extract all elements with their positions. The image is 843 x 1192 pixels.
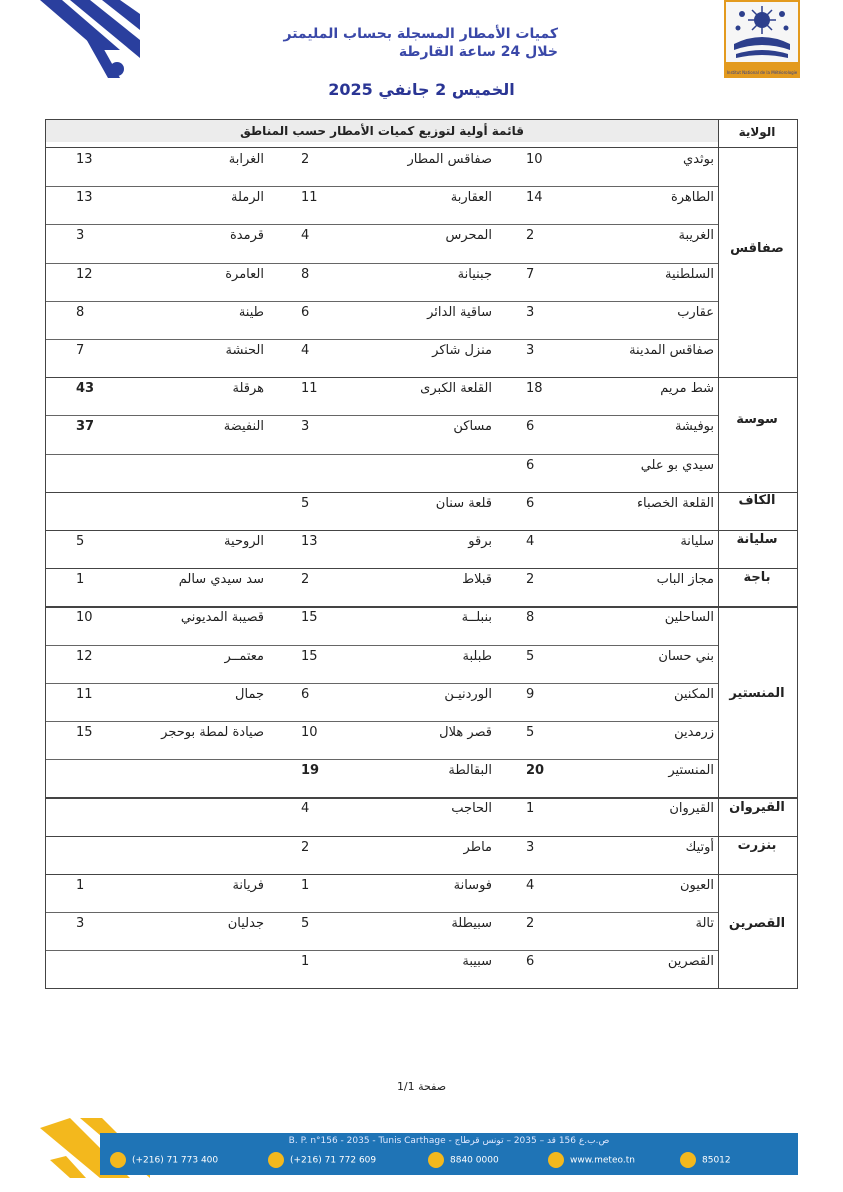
governorate-siliana: سليانة	[736, 532, 778, 547]
station-name: القلعة الخصباء	[636, 495, 714, 511]
station-name: شط مريم	[660, 381, 714, 397]
rainfall-value: 15	[301, 610, 318, 626]
meteo-institute-logo	[724, 0, 800, 78]
station-name: الغرابة	[228, 152, 264, 167]
rainfall-value: 18	[526, 381, 543, 397]
rainfall-value: 6	[526, 419, 535, 435]
station-name: القصرين	[667, 954, 714, 970]
rainfall-value: 3	[526, 304, 535, 320]
station-name: منزل شاكر	[432, 343, 492, 358]
rainfall-value: 14	[526, 190, 543, 206]
rainfall-value: 6	[301, 304, 310, 320]
phone-3-text: 8840 0000	[450, 1155, 499, 1166]
station-name: بنبلــة	[461, 610, 492, 626]
station-name: هرقلة	[232, 381, 264, 397]
governorate-separator	[46, 606, 797, 607]
rainfall-value: 11	[301, 381, 318, 397]
station-name: عقارب	[677, 304, 714, 320]
station-name: بني حسان	[658, 648, 714, 664]
station-name: السلطنية	[665, 266, 714, 282]
footer-phone-1	[110, 1152, 218, 1168]
rainfall-value: 7	[526, 266, 535, 282]
footer-address: B. P. n°156 - 2035 - Tunis Carthage - ص.ب.ع 156 قد – 2035 – تونس قرطاج	[288, 1136, 610, 1146]
station-name: النفيضة	[223, 419, 264, 435]
code-text: 85012	[702, 1155, 731, 1166]
region-list-header: قائمة أولية لتوزيع كميات الأمطار حسب المناطق	[46, 120, 718, 142]
row-separator	[46, 645, 718, 646]
rainfall-value: 2	[526, 572, 535, 588]
station-name: الطاهرة	[670, 190, 714, 206]
rainfall-value: 3	[301, 419, 310, 435]
rainfall-value: 15	[76, 725, 93, 740]
rainfall-value: 4	[526, 534, 535, 549]
station-name: الساحلين	[664, 610, 714, 626]
report-title: كميات الأمطار المسجلة بحساب المليمتر	[283, 26, 558, 42]
station-name: قصيبة المديوني	[180, 610, 264, 626]
governorate-kairouan: القيروان	[729, 800, 785, 815]
station-name: العيون	[679, 877, 714, 893]
header-bottom-border	[46, 147, 797, 148]
station-name: طبلبة	[462, 648, 492, 664]
rainfall-value: 3	[76, 228, 85, 244]
rainfall-value: 2	[301, 152, 310, 167]
row-separator	[46, 721, 718, 722]
station-name: القيروان	[669, 801, 714, 817]
station-name: سيدي بو علي	[640, 457, 714, 473]
rainfall-value: 4	[301, 343, 310, 358]
governorate-sousse: سوسة	[736, 412, 778, 427]
row-separator	[46, 950, 718, 951]
station-name: الوردنيـن	[444, 686, 492, 702]
governorate-beja: باجة	[743, 570, 771, 585]
governorate-bizerte: بنزرت	[737, 838, 777, 853]
phone-2-text: (+216) 71 772 609	[290, 1155, 377, 1166]
station-name: صفاقس المدينة	[629, 343, 714, 358]
rainfall-value: 6	[526, 457, 535, 473]
station-name: الحنشة	[225, 343, 264, 358]
rainfall-value: 8	[526, 610, 535, 626]
header-stripes-decoration	[40, 0, 140, 80]
station-name: معتمــر	[224, 648, 264, 664]
rainfall-value: 8	[76, 304, 85, 320]
page-number: صفحة 1/1	[396, 1080, 447, 1093]
rainfall-value: 3	[526, 343, 535, 358]
station-name: قبلاط	[462, 572, 492, 588]
rainfall-value: 7	[76, 343, 85, 358]
rainfall-value: 5	[526, 648, 535, 664]
row-separator	[46, 912, 718, 913]
rainfall-value: 6	[526, 495, 535, 511]
station-name: ماطر	[463, 839, 492, 855]
report-subtitle: خلال 24 ساعة القارطة	[398, 44, 558, 60]
station-name: المكنين	[673, 686, 714, 702]
governorate-separator	[46, 568, 797, 569]
station-name: زرمدين	[674, 725, 714, 740]
governorate-monastir: المنستير	[729, 686, 785, 701]
governorate-separator	[46, 530, 797, 531]
station-name: فريانة	[232, 877, 264, 893]
station-name: الحاجب	[451, 801, 492, 817]
station-name: العقاربة	[450, 190, 492, 206]
station-name: بوفيشة	[674, 419, 714, 435]
station-name: المنستير	[668, 763, 714, 779]
row-separator	[46, 186, 718, 187]
rainfall-value: 10	[526, 152, 543, 167]
station-name: سبيبة	[462, 954, 492, 970]
station-name: بوثدي	[683, 152, 714, 167]
rainfall-value: 1	[76, 877, 85, 893]
station-name: ساقية الدائر	[427, 304, 492, 320]
rainfall-value: 6	[526, 954, 535, 970]
rainfall-value: 2	[526, 916, 535, 931]
station-name: جبنيانة	[457, 266, 492, 282]
governorate-kef: الكاف	[738, 493, 776, 508]
governorate-sfax: صفاقس	[730, 241, 784, 256]
rainfall-value: 15	[301, 648, 318, 664]
station-name: أوتيك	[685, 839, 714, 855]
row-separator	[46, 759, 718, 760]
governorate-column-header: الولاية	[738, 125, 776, 139]
governorate-separator	[46, 492, 797, 493]
rainfall-value: 2	[526, 228, 535, 244]
rainfall-value: 13	[301, 534, 318, 549]
rainfall-value: 5	[526, 725, 535, 740]
station-name: مساكن	[453, 419, 492, 435]
footer-code	[680, 1152, 731, 1168]
rainfall-value: 4	[301, 228, 310, 244]
rainfall-value: 12	[76, 266, 93, 282]
row-separator	[46, 263, 718, 264]
rainfall-value: 11	[76, 686, 93, 702]
footer-website[interactable]	[548, 1152, 635, 1168]
phone-icon	[110, 1152, 126, 1168]
rainfall-value: 11	[301, 190, 318, 206]
rainfall-value: 1	[301, 954, 310, 970]
rainfall-value: 20	[526, 763, 545, 779]
rainfall-value: 2	[301, 572, 310, 588]
rainfall-value: 13	[76, 152, 93, 167]
governorate-kasserine: القصرين	[728, 916, 786, 931]
station-name: جدليان	[227, 916, 264, 931]
rainfall-value: 2	[301, 839, 310, 855]
fax-icon	[268, 1152, 284, 1168]
rainfall-value: 3	[526, 839, 535, 855]
station-name: الغريبة	[678, 228, 714, 244]
rainfall-value: 43	[76, 381, 95, 397]
station-name: مجاز الباب	[656, 572, 714, 588]
hotline-icon	[428, 1152, 444, 1168]
station-name: صفاقس المطار	[407, 152, 492, 167]
footer-phone-2	[268, 1152, 376, 1168]
rainfall-value: 9	[526, 686, 535, 702]
footer-bar	[100, 1133, 798, 1175]
station-name: فوسانة	[453, 877, 492, 893]
rainfall-value: 10	[301, 725, 318, 740]
rainfall-value: 19	[301, 763, 320, 779]
rainfall-value: 4	[301, 801, 310, 817]
report-date: الخميس 2 جانفي 2025	[328, 80, 515, 99]
footer-phone-3	[428, 1152, 499, 1168]
rainfall-value: 1	[526, 801, 535, 817]
rainfall-value: 4	[526, 877, 535, 893]
rainfall-value: 3	[76, 916, 85, 931]
governorate-separator	[46, 836, 797, 837]
station-name: قلعة سنان	[435, 495, 492, 511]
rainfall-value: 1	[76, 572, 85, 588]
station-name: الرملة	[231, 190, 264, 206]
phone-1-text: (+216) 71 773 400	[132, 1155, 219, 1166]
globe-icon	[548, 1152, 564, 1168]
governorate-separator	[46, 874, 797, 875]
station-name: طينة	[238, 304, 264, 320]
rainfall-value: 5	[76, 534, 85, 549]
station-name: العامرة	[225, 266, 264, 282]
station-name: سبيطلة	[451, 916, 492, 931]
rainfall-value: 5	[301, 495, 310, 511]
rainfall-value: 10	[76, 610, 93, 626]
station-name: سد سيدي سالم	[178, 572, 264, 588]
governorate-separator	[46, 377, 797, 378]
row-separator	[46, 415, 718, 416]
rainfall-table	[45, 119, 798, 989]
rainfall-value: 6	[301, 686, 310, 702]
row-separator	[46, 683, 718, 684]
station-name: تالة	[695, 916, 714, 931]
station-name: سليانة	[680, 534, 714, 549]
station-name: المحرس	[445, 228, 492, 244]
station-name: قصر هلال	[439, 725, 492, 740]
row-separator	[46, 454, 718, 455]
rainfall-value: 37	[76, 419, 95, 435]
station-name: البقالطة	[448, 763, 492, 779]
website-text[interactable]: www.meteo.tn	[570, 1155, 635, 1166]
station-name: صيادة لمطة بوحجر	[161, 725, 264, 740]
governorate-separator	[46, 797, 797, 798]
rainfall-value: 8	[301, 266, 310, 282]
station-name: جمال	[235, 686, 264, 702]
station-name: القلعة الكبرى	[420, 381, 492, 397]
row-separator	[46, 339, 718, 340]
rainfall-value: 13	[76, 190, 93, 206]
station-name: برقو	[468, 534, 492, 549]
rainfall-value: 5	[301, 916, 310, 931]
rainfall-value: 1	[301, 877, 310, 893]
rainfall-value: 12	[76, 648, 93, 664]
row-separator	[46, 301, 718, 302]
station-name: الروحية	[224, 534, 264, 549]
logo-caption: Institut National de la Météorologie	[726, 70, 798, 75]
station-name: قرمدة	[230, 228, 264, 244]
row-separator	[46, 224, 718, 225]
sms-icon	[680, 1152, 696, 1168]
